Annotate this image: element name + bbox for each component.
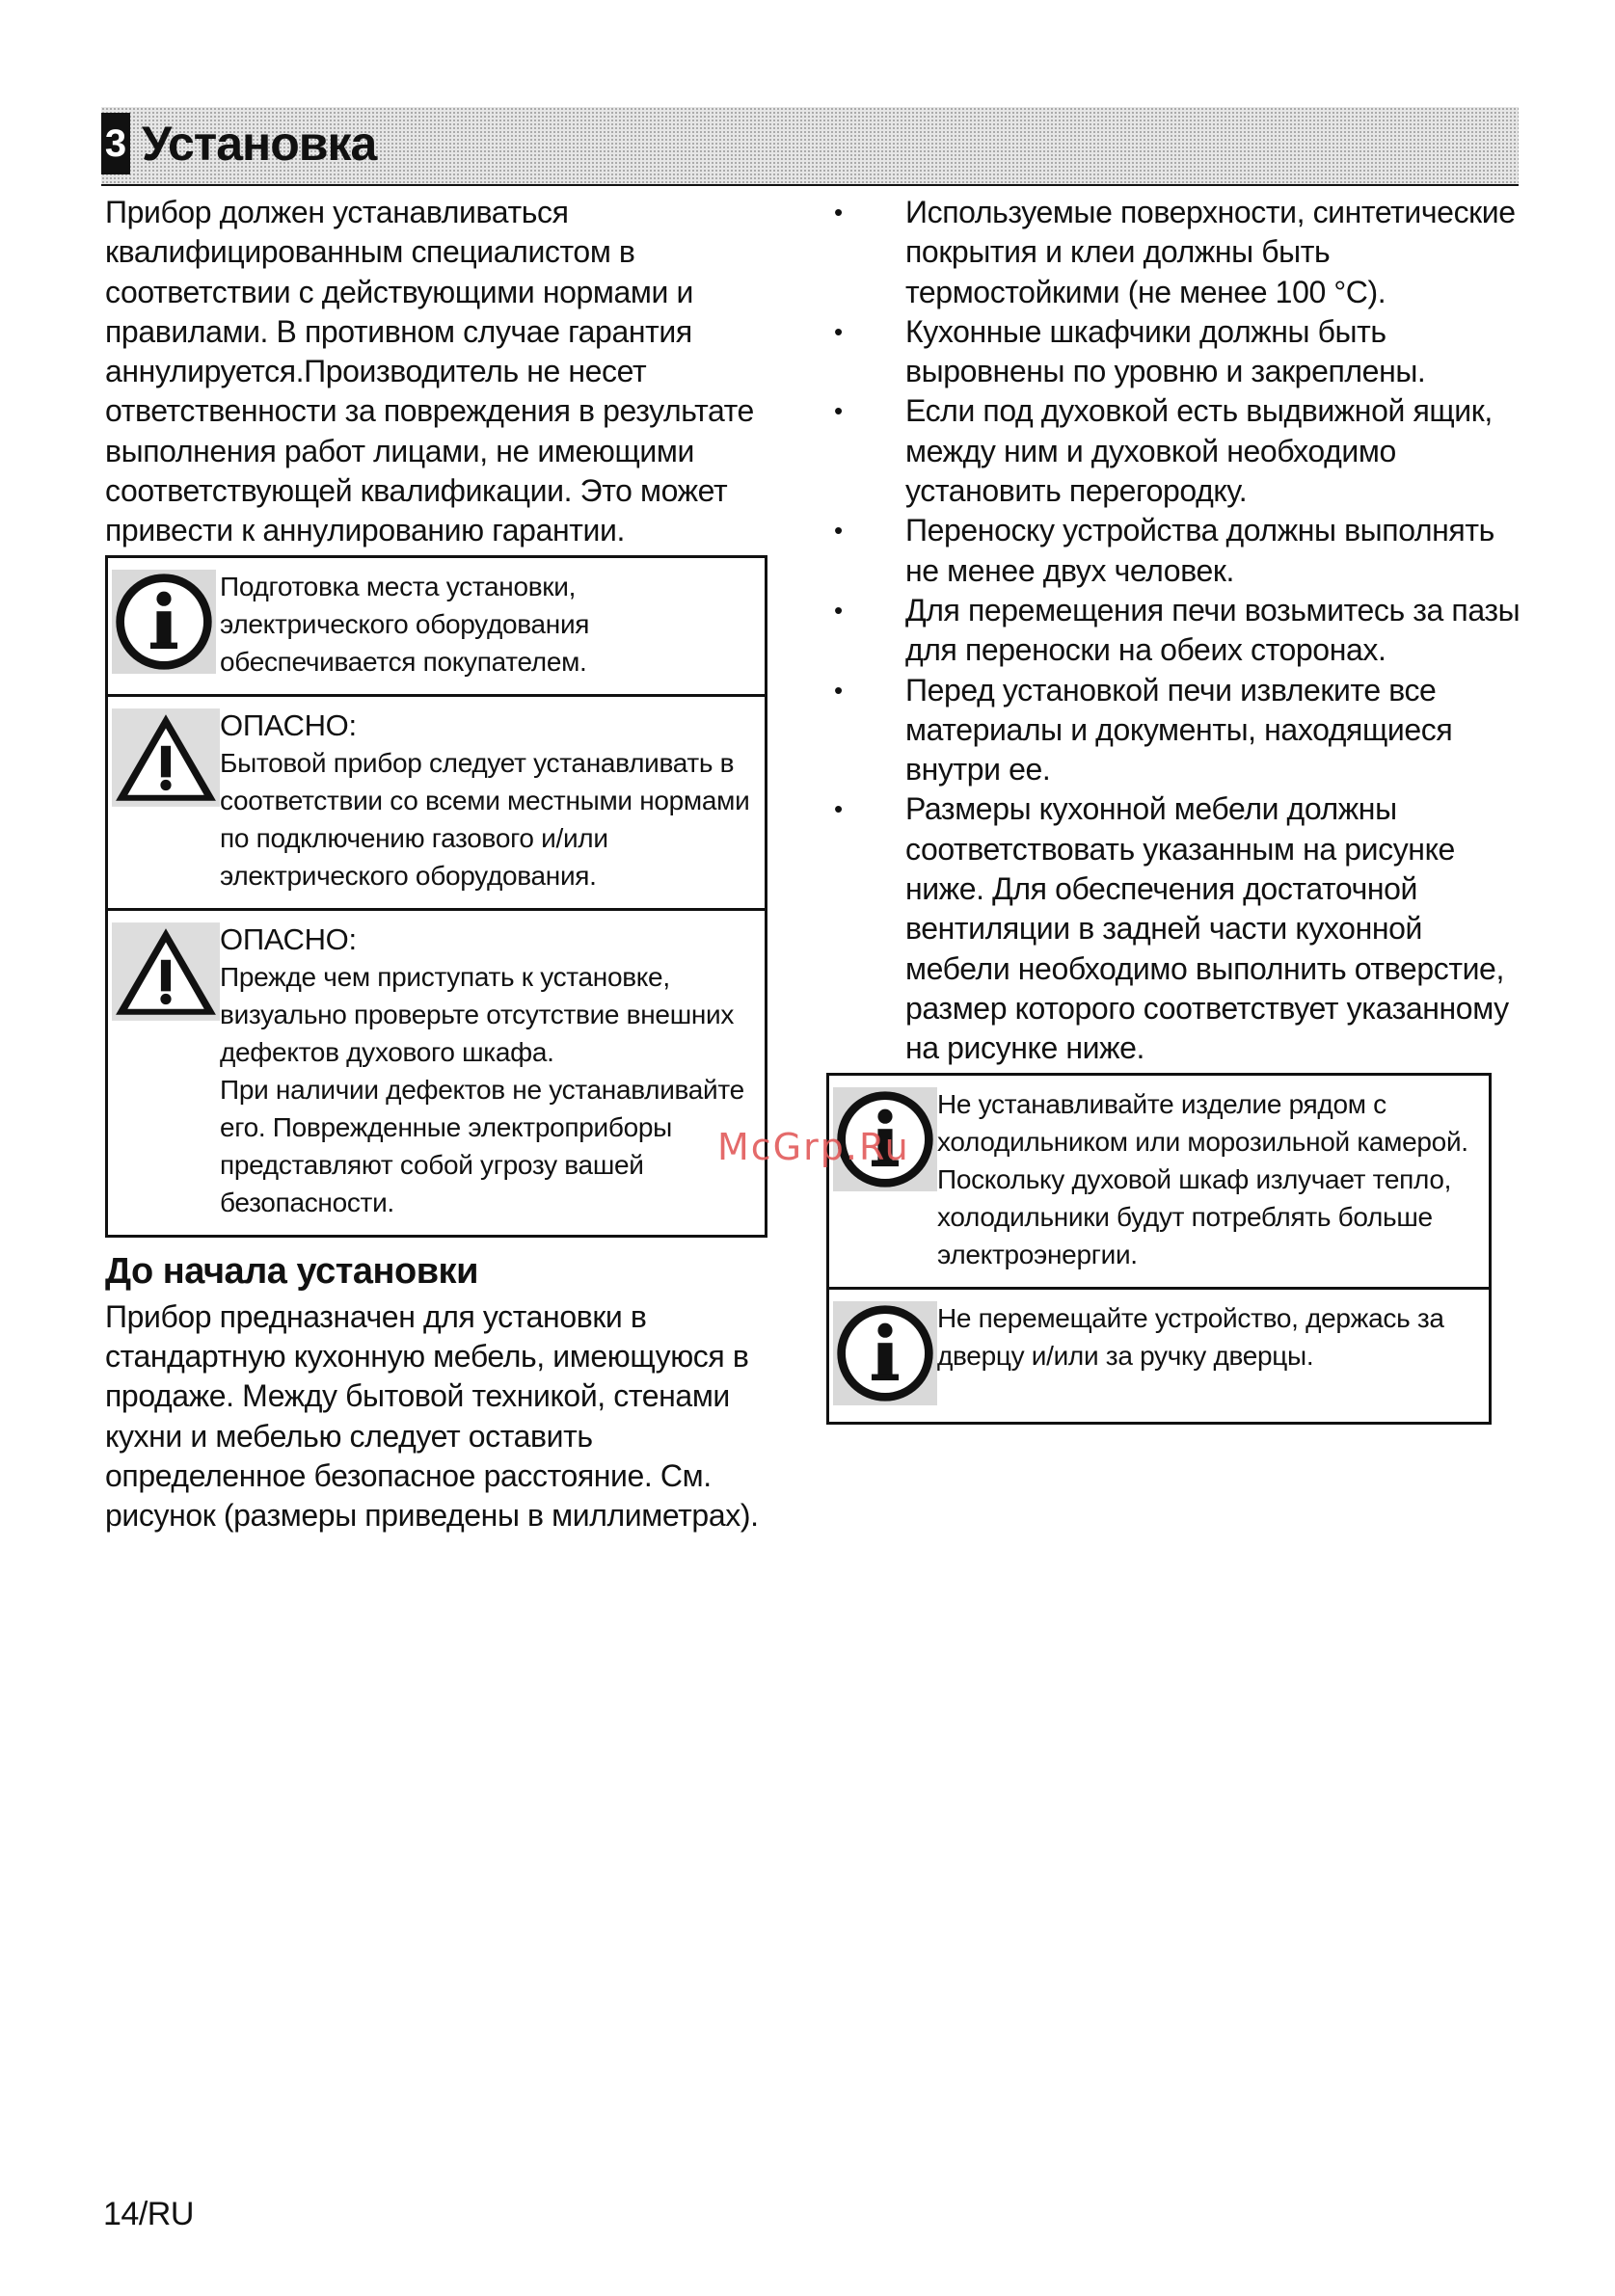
list-item: • Используемые поверхности, синтетические покрытия и клеи должны быть термостойкими (не менее 100 °С). [834, 195, 1516, 309]
info-box-text: Подготовка места установки, электрического оборудования обеспечивается покупателем. [220, 571, 590, 677]
info-icon [833, 1301, 937, 1405]
info-box-text: Не перемещайте устройство, держась за дверцу и/или за ручку дверцы. [937, 1302, 1444, 1371]
danger-text: При наличии дефектов не устанавливайте его. Поврежденные электроприборы представляют собой угрозу вашей безопасности. [220, 1074, 744, 1217]
section-number: 3 [101, 113, 130, 174]
intro-paragraph: Прибор должен устанавливаться квалифицированным специалистом в соответствии с действующими нормами и правилами. В противном случае гарантия аннулируется.Производитель не несет ответственности за повреждения в результате выполнения работ лицами, не имеющими соответствующей квалификации. Это может привести к аннулированию гарантии. [105, 195, 754, 548]
list-item: • Переноску устройства должны выполнять не менее двух человек. [834, 513, 1494, 588]
bullet-dot: • [834, 516, 843, 546]
bullet-dot: • [834, 595, 843, 625]
warning-icon [112, 705, 220, 811]
info-box [105, 555, 767, 697]
info-box [826, 1290, 1492, 1425]
bullet-dot: • [834, 675, 843, 705]
danger-box [105, 911, 767, 1238]
section-title: Установка [142, 117, 377, 171]
danger-box [105, 697, 767, 911]
list-item: • Если под духовкой есть выдвижной ящик, между ним и духовкой необходимо установить перегородку. [834, 393, 1493, 509]
subheading: До начала установки [105, 1250, 478, 1292]
list-item: • Размеры кухонной мебели должны соответствовать указанным на рисунке ниже. Для обеспечения достаточной вентиляции в задней части кухонной мебели необходимо выполнить отверстие, размер которого соответствует указанному на рисунке ниже. [834, 791, 1509, 1066]
list-item: • Для перемещения печи возьмитесь за пазы для переноски на обеих сторонах. [834, 592, 1521, 668]
bullet-dot: • [834, 198, 843, 227]
list-item: • Кухонные шкафчики должны быть выровнены по уровню и закреплены. [834, 313, 1426, 389]
left-column [105, 193, 799, 1535]
danger-label: ОПАСНО: [220, 707, 357, 742]
info-box [826, 1073, 1492, 1290]
danger-text: Бытовой прибор следует устанавливать в соответствии со всеми местными нормами по подключению газового и/или электрического оборудования. [220, 747, 750, 891]
page-number: 14/RU [103, 2196, 194, 2232]
info-icon [112, 570, 216, 674]
danger-label: ОПАСНО: [220, 921, 357, 956]
warning-icon [112, 919, 220, 1025]
bullet-dot: • [834, 794, 843, 824]
bullet-dot: • [834, 316, 843, 346]
subheading-paragraph: Прибор предназначен для установки в стандартную кухонную мебель, имеющуюся в продаже. Между бытовой техникой, стенами кухни и мебелью следует оставить определенное безопасное расстояние. См. рисунок (размеры приведены в миллиметрах). [105, 1298, 759, 1534]
danger-text: Прежде чем приступать к установке, визуально проверьте отсутствие внешних дефектов духового шкафа. [220, 961, 735, 1067]
right-column [829, 193, 1523, 1425]
section-header [101, 107, 1519, 186]
list-item: • Перед установкой печи извлеките все материалы и документы, находящиеся внутри ее. [834, 672, 1453, 788]
info-box-text: Не устанавливайте изделие рядом с холодильником или морозильной камерой. Поскольку духовой шкаф излучает тепло, холодильники будут потреблять больше электроэнергии. [937, 1088, 1468, 1269]
watermark: McGrp.Ru [717, 1126, 910, 1168]
bullet-dot: • [834, 396, 843, 426]
